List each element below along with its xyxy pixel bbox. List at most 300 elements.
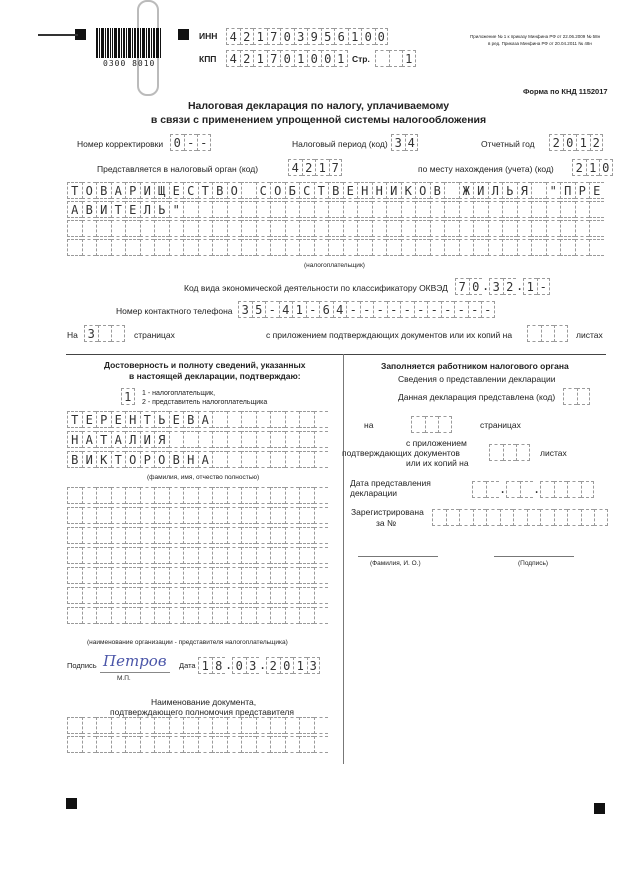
char-cell[interactable]: 0 [307, 50, 321, 67]
char-cell[interactable] [285, 717, 300, 734]
char-cell[interactable]: В [183, 411, 198, 428]
char-cell[interactable] [256, 607, 271, 624]
char-cell[interactable] [169, 507, 184, 524]
char-cell[interactable] [241, 451, 256, 468]
char-cell[interactable] [96, 547, 111, 564]
char-cell[interactable]: Е [111, 411, 126, 428]
char-cell[interactable] [227, 717, 242, 734]
char-cell[interactable] [227, 201, 242, 218]
char-cell[interactable] [343, 220, 358, 237]
char-cell[interactable] [111, 507, 126, 524]
char-cell[interactable] [285, 220, 300, 237]
char-cell[interactable] [299, 201, 314, 218]
char-cell[interactable] [285, 547, 300, 564]
char-cell[interactable] [314, 717, 329, 734]
char-cell[interactable] [285, 567, 300, 584]
char-cell[interactable]: 1 [121, 388, 135, 405]
char-cell[interactable] [567, 509, 581, 526]
char-cell[interactable]: Т [67, 411, 82, 428]
char-cell[interactable] [314, 487, 329, 504]
char-cell[interactable] [299, 527, 314, 544]
char-cell[interactable]: Р [575, 182, 590, 199]
char-cell[interactable]: 3 [489, 278, 503, 295]
char-cell[interactable] [82, 587, 97, 604]
char-cell[interactable] [503, 444, 517, 461]
char-cell[interactable]: Н [125, 411, 140, 428]
char-cell[interactable]: И [473, 182, 488, 199]
char-cell[interactable] [82, 567, 97, 584]
char-cell[interactable]: Ж [459, 182, 474, 199]
char-cell[interactable]: О [154, 451, 169, 468]
char-cell[interactable] [183, 717, 198, 734]
char-cell[interactable] [554, 509, 568, 526]
char-cell[interactable]: П [560, 182, 575, 199]
char-cell[interactable] [198, 607, 213, 624]
char-cell[interactable]: 4 [226, 28, 240, 45]
char-cell[interactable] [270, 717, 285, 734]
char-cell[interactable] [183, 239, 198, 256]
char-cell[interactable]: 1 [198, 657, 212, 674]
char-cell[interactable] [589, 239, 604, 256]
char-cell[interactable] [299, 587, 314, 604]
char-cell[interactable] [67, 239, 82, 256]
char-cell[interactable] [459, 509, 473, 526]
char-cell[interactable] [285, 411, 300, 428]
char-cell[interactable] [256, 587, 271, 604]
char-cell[interactable] [241, 411, 256, 428]
char-cell[interactable] [486, 481, 500, 498]
char-cell[interactable] [386, 201, 401, 218]
char-cell[interactable] [314, 451, 329, 468]
char-cell[interactable]: Т [96, 431, 111, 448]
char-cell[interactable] [554, 481, 568, 498]
char-cell[interactable]: Т [198, 182, 213, 199]
char-cell[interactable] [314, 239, 329, 256]
char-cell[interactable]: - [414, 301, 428, 318]
char-cell[interactable] [270, 220, 285, 237]
char-cell[interactable]: 8 [212, 657, 226, 674]
char-cell[interactable] [285, 451, 300, 468]
char-cell[interactable] [212, 451, 227, 468]
char-cell[interactable]: 1 [292, 301, 306, 318]
char-cell[interactable]: В [67, 451, 82, 468]
char-cell[interactable] [241, 487, 256, 504]
char-cell[interactable]: 7 [455, 278, 469, 295]
char-cell[interactable] [183, 220, 198, 237]
char-cell[interactable] [386, 220, 401, 237]
char-cell[interactable] [299, 220, 314, 237]
char-cell[interactable] [581, 509, 595, 526]
char-cell[interactable] [183, 527, 198, 544]
char-cell[interactable] [432, 509, 446, 526]
char-cell[interactable] [488, 201, 503, 218]
char-cell[interactable] [389, 50, 403, 67]
char-cell[interactable]: Т [111, 201, 126, 218]
char-cell[interactable] [540, 509, 554, 526]
char-cell[interactable]: 2 [302, 159, 316, 176]
char-cell[interactable] [169, 717, 184, 734]
char-cell[interactable]: 1 [586, 159, 600, 176]
char-cell[interactable]: - [197, 134, 211, 151]
char-cell[interactable] [82, 717, 97, 734]
char-cell[interactable]: 3 [391, 134, 405, 151]
char-cell[interactable] [227, 487, 242, 504]
char-cell[interactable] [285, 239, 300, 256]
char-cell[interactable] [589, 220, 604, 237]
char-cell[interactable]: - [265, 301, 279, 318]
char-cell[interactable] [446, 509, 460, 526]
char-cell[interactable]: 5 [321, 28, 335, 45]
char-cell[interactable] [67, 527, 82, 544]
char-cell[interactable] [96, 717, 111, 734]
char-cell[interactable] [140, 239, 155, 256]
char-cell[interactable] [212, 411, 227, 428]
char-cell[interactable]: А [111, 182, 126, 199]
char-cell[interactable]: Т [67, 182, 82, 199]
char-cell[interactable] [502, 220, 517, 237]
char-cell[interactable] [488, 239, 503, 256]
char-cell[interactable]: 1 [523, 278, 537, 295]
char-cell[interactable] [343, 201, 358, 218]
char-cell[interactable] [516, 444, 530, 461]
char-cell[interactable]: С [256, 182, 271, 199]
char-cell[interactable] [169, 736, 184, 753]
char-cell[interactable]: 3 [307, 657, 321, 674]
char-cell[interactable] [169, 527, 184, 544]
char-cell[interactable] [488, 220, 503, 237]
char-cell[interactable]: 0 [280, 657, 294, 674]
char-cell[interactable] [563, 388, 577, 405]
char-cell[interactable] [256, 507, 271, 524]
char-cell[interactable] [473, 509, 487, 526]
char-cell[interactable]: 0 [280, 28, 294, 45]
char-cell[interactable] [299, 736, 314, 753]
char-cell[interactable] [212, 201, 227, 218]
char-cell[interactable] [314, 411, 329, 428]
char-cell[interactable]: Я [517, 182, 532, 199]
char-cell[interactable] [285, 487, 300, 504]
char-cell[interactable]: 0 [280, 50, 294, 67]
char-cell[interactable] [125, 547, 140, 564]
char-cell[interactable] [96, 220, 111, 237]
char-cell[interactable] [285, 736, 300, 753]
char-cell[interactable] [299, 547, 314, 564]
char-cell[interactable]: Е [169, 411, 184, 428]
char-cell[interactable] [299, 431, 314, 448]
char-cell[interactable] [500, 509, 514, 526]
char-cell[interactable]: 0 [469, 278, 483, 295]
char-cell[interactable] [67, 717, 82, 734]
char-cell[interactable] [183, 487, 198, 504]
char-cell[interactable] [314, 567, 329, 584]
char-cell[interactable] [575, 220, 590, 237]
char-cell[interactable] [444, 239, 459, 256]
char-cell[interactable] [140, 527, 155, 544]
char-cell[interactable]: - [184, 134, 198, 151]
char-cell[interactable]: 2 [590, 134, 604, 151]
char-cell[interactable] [357, 239, 372, 256]
char-cell[interactable] [546, 201, 561, 218]
char-cell[interactable] [67, 220, 82, 237]
char-cell[interactable] [169, 587, 184, 604]
char-cell[interactable] [256, 201, 271, 218]
char-cell[interactable] [96, 607, 111, 624]
char-cell[interactable] [154, 547, 169, 564]
char-cell[interactable] [531, 239, 546, 256]
char-cell[interactable] [299, 507, 314, 524]
char-cell[interactable]: " [169, 201, 184, 218]
char-cell[interactable] [82, 607, 97, 624]
char-cell[interactable] [67, 487, 82, 504]
char-cell[interactable] [212, 717, 227, 734]
char-cell[interactable] [154, 507, 169, 524]
char-cell[interactable] [444, 182, 459, 199]
char-cell[interactable] [111, 325, 125, 342]
char-cell[interactable]: В [82, 201, 97, 218]
char-cell[interactable] [212, 507, 227, 524]
char-cell[interactable] [502, 239, 517, 256]
char-cell[interactable] [82, 507, 97, 524]
char-cell[interactable] [140, 587, 155, 604]
char-cell[interactable]: Н [372, 182, 387, 199]
char-cell[interactable]: О [415, 182, 430, 199]
char-cell[interactable]: Р [140, 451, 155, 468]
char-cell[interactable] [140, 487, 155, 504]
char-cell[interactable] [140, 567, 155, 584]
char-cell[interactable]: - [346, 301, 360, 318]
char-cell[interactable] [401, 201, 416, 218]
char-cell[interactable] [531, 220, 546, 237]
char-cell[interactable] [140, 736, 155, 753]
char-cell[interactable] [270, 431, 285, 448]
char-cell[interactable] [372, 239, 387, 256]
char-cell[interactable] [111, 527, 126, 544]
char-cell[interactable]: 0 [321, 50, 335, 67]
char-cell[interactable] [502, 201, 517, 218]
char-cell[interactable] [169, 239, 184, 256]
char-cell[interactable]: 5 [252, 301, 266, 318]
char-cell[interactable] [169, 547, 184, 564]
char-cell[interactable] [328, 220, 343, 237]
char-cell[interactable]: С [183, 182, 198, 199]
char-cell[interactable] [489, 444, 503, 461]
char-cell[interactable] [198, 487, 213, 504]
char-cell[interactable] [98, 325, 112, 342]
char-cell[interactable] [154, 487, 169, 504]
char-cell[interactable] [285, 587, 300, 604]
char-cell[interactable]: - [387, 301, 401, 318]
char-cell[interactable] [241, 431, 256, 448]
char-cell[interactable] [212, 220, 227, 237]
char-cell[interactable]: - [468, 301, 482, 318]
char-cell[interactable]: 4 [288, 159, 302, 176]
char-cell[interactable] [375, 50, 389, 67]
char-cell[interactable]: 2 [503, 278, 517, 295]
char-cell[interactable] [125, 527, 140, 544]
char-cell[interactable]: 0 [599, 159, 613, 176]
char-cell[interactable]: 7 [329, 159, 343, 176]
char-cell[interactable]: Ь [154, 201, 169, 218]
char-cell[interactable] [198, 547, 213, 564]
char-cell[interactable]: 2 [266, 657, 280, 674]
char-cell[interactable]: Н [183, 451, 198, 468]
char-cell[interactable] [212, 547, 227, 564]
char-cell[interactable]: О [125, 451, 140, 468]
char-cell[interactable]: Е [82, 411, 97, 428]
char-cell[interactable] [198, 507, 213, 524]
char-cell[interactable] [285, 201, 300, 218]
char-cell[interactable]: 2 [572, 159, 586, 176]
char-cell[interactable]: Л [488, 182, 503, 199]
char-cell[interactable] [328, 239, 343, 256]
char-cell[interactable] [67, 736, 82, 753]
char-cell[interactable] [256, 717, 271, 734]
char-cell[interactable] [212, 487, 227, 504]
char-cell[interactable] [125, 607, 140, 624]
char-cell[interactable] [125, 220, 140, 237]
char-cell[interactable]: 9 [307, 28, 321, 45]
char-cell[interactable] [517, 239, 532, 256]
char-cell[interactable] [227, 451, 242, 468]
char-cell[interactable] [212, 736, 227, 753]
char-cell[interactable] [154, 736, 169, 753]
char-cell[interactable]: 6 [334, 28, 348, 45]
char-cell[interactable] [111, 239, 126, 256]
char-cell[interactable] [67, 587, 82, 604]
char-cell[interactable]: 0 [170, 134, 184, 151]
char-cell[interactable] [546, 220, 561, 237]
char-cell[interactable] [473, 239, 488, 256]
char-cell[interactable] [169, 431, 184, 448]
char-cell[interactable]: В [430, 182, 445, 199]
char-cell[interactable] [372, 220, 387, 237]
char-cell[interactable] [212, 567, 227, 584]
char-cell[interactable] [554, 325, 568, 342]
char-cell[interactable] [270, 507, 285, 524]
char-cell[interactable] [270, 736, 285, 753]
char-cell[interactable] [183, 587, 198, 604]
char-cell[interactable]: 3 [246, 657, 260, 674]
char-cell[interactable] [227, 547, 242, 564]
char-cell[interactable] [517, 220, 532, 237]
char-cell[interactable]: И [140, 182, 155, 199]
char-cell[interactable]: - [427, 301, 441, 318]
char-cell[interactable] [343, 239, 358, 256]
char-cell[interactable] [520, 481, 534, 498]
char-cell[interactable] [270, 201, 285, 218]
char-cell[interactable] [125, 567, 140, 584]
char-cell[interactable]: Т [140, 411, 155, 428]
char-cell[interactable]: 1 [253, 50, 267, 67]
char-cell[interactable]: 1 [334, 50, 348, 67]
char-cell[interactable] [256, 736, 271, 753]
char-cell[interactable] [111, 487, 126, 504]
char-cell[interactable] [183, 607, 198, 624]
char-cell[interactable] [314, 587, 329, 604]
char-cell[interactable] [314, 527, 329, 544]
char-cell[interactable]: 2 [549, 134, 563, 151]
char-cell[interactable] [256, 411, 271, 428]
char-cell[interactable]: - [360, 301, 374, 318]
char-cell[interactable]: К [96, 451, 111, 468]
char-cell[interactable] [285, 431, 300, 448]
char-cell[interactable] [314, 507, 329, 524]
char-cell[interactable] [299, 567, 314, 584]
char-cell[interactable] [560, 220, 575, 237]
char-cell[interactable] [473, 201, 488, 218]
char-cell[interactable]: 0 [375, 28, 389, 45]
char-cell[interactable]: 1 [294, 50, 308, 67]
char-cell[interactable] [459, 239, 474, 256]
char-cell[interactable] [415, 201, 430, 218]
char-cell[interactable]: А [111, 431, 126, 448]
char-cell[interactable] [256, 487, 271, 504]
char-cell[interactable] [567, 481, 581, 498]
char-cell[interactable] [411, 416, 425, 433]
char-cell[interactable] [140, 717, 155, 734]
char-cell[interactable] [96, 587, 111, 604]
char-cell[interactable] [256, 547, 271, 564]
char-cell[interactable]: 7 [267, 50, 281, 67]
char-cell[interactable] [256, 451, 271, 468]
char-cell[interactable] [560, 201, 575, 218]
char-cell[interactable]: А [82, 431, 97, 448]
char-cell[interactable] [415, 220, 430, 237]
char-cell[interactable] [540, 481, 554, 498]
char-cell[interactable]: 3 [84, 325, 98, 342]
char-cell[interactable] [527, 325, 541, 342]
char-cell[interactable] [212, 527, 227, 544]
char-cell[interactable]: 3 [294, 28, 308, 45]
char-cell[interactable]: - [441, 301, 455, 318]
char-cell[interactable] [111, 220, 126, 237]
char-cell[interactable] [96, 487, 111, 504]
char-cell[interactable]: 0 [361, 28, 375, 45]
char-cell[interactable] [270, 239, 285, 256]
char-cell[interactable] [444, 201, 459, 218]
char-cell[interactable]: К [401, 182, 416, 199]
char-cell[interactable] [227, 411, 242, 428]
char-cell[interactable]: Щ [154, 182, 169, 199]
char-cell[interactable] [444, 220, 459, 237]
char-cell[interactable]: 1 [576, 134, 590, 151]
char-cell[interactable]: 2 [240, 28, 254, 45]
char-cell[interactable]: И [386, 182, 401, 199]
char-cell[interactable] [212, 587, 227, 604]
char-cell[interactable] [486, 509, 500, 526]
char-cell[interactable]: В [169, 451, 184, 468]
char-cell[interactable] [241, 547, 256, 564]
char-cell[interactable] [546, 239, 561, 256]
char-cell[interactable]: 4 [405, 134, 419, 151]
char-cell[interactable] [430, 201, 445, 218]
char-cell[interactable] [96, 567, 111, 584]
char-cell[interactable] [125, 587, 140, 604]
char-cell[interactable] [270, 487, 285, 504]
char-cell[interactable]: Т [111, 451, 126, 468]
char-cell[interactable] [299, 239, 314, 256]
char-cell[interactable] [154, 567, 169, 584]
char-cell[interactable] [227, 431, 242, 448]
char-cell[interactable] [314, 547, 329, 564]
char-cell[interactable] [473, 220, 488, 237]
char-cell[interactable] [513, 509, 527, 526]
char-cell[interactable]: 4 [333, 301, 347, 318]
char-cell[interactable] [285, 607, 300, 624]
char-cell[interactable] [125, 487, 140, 504]
char-cell[interactable] [125, 717, 140, 734]
char-cell[interactable] [270, 547, 285, 564]
